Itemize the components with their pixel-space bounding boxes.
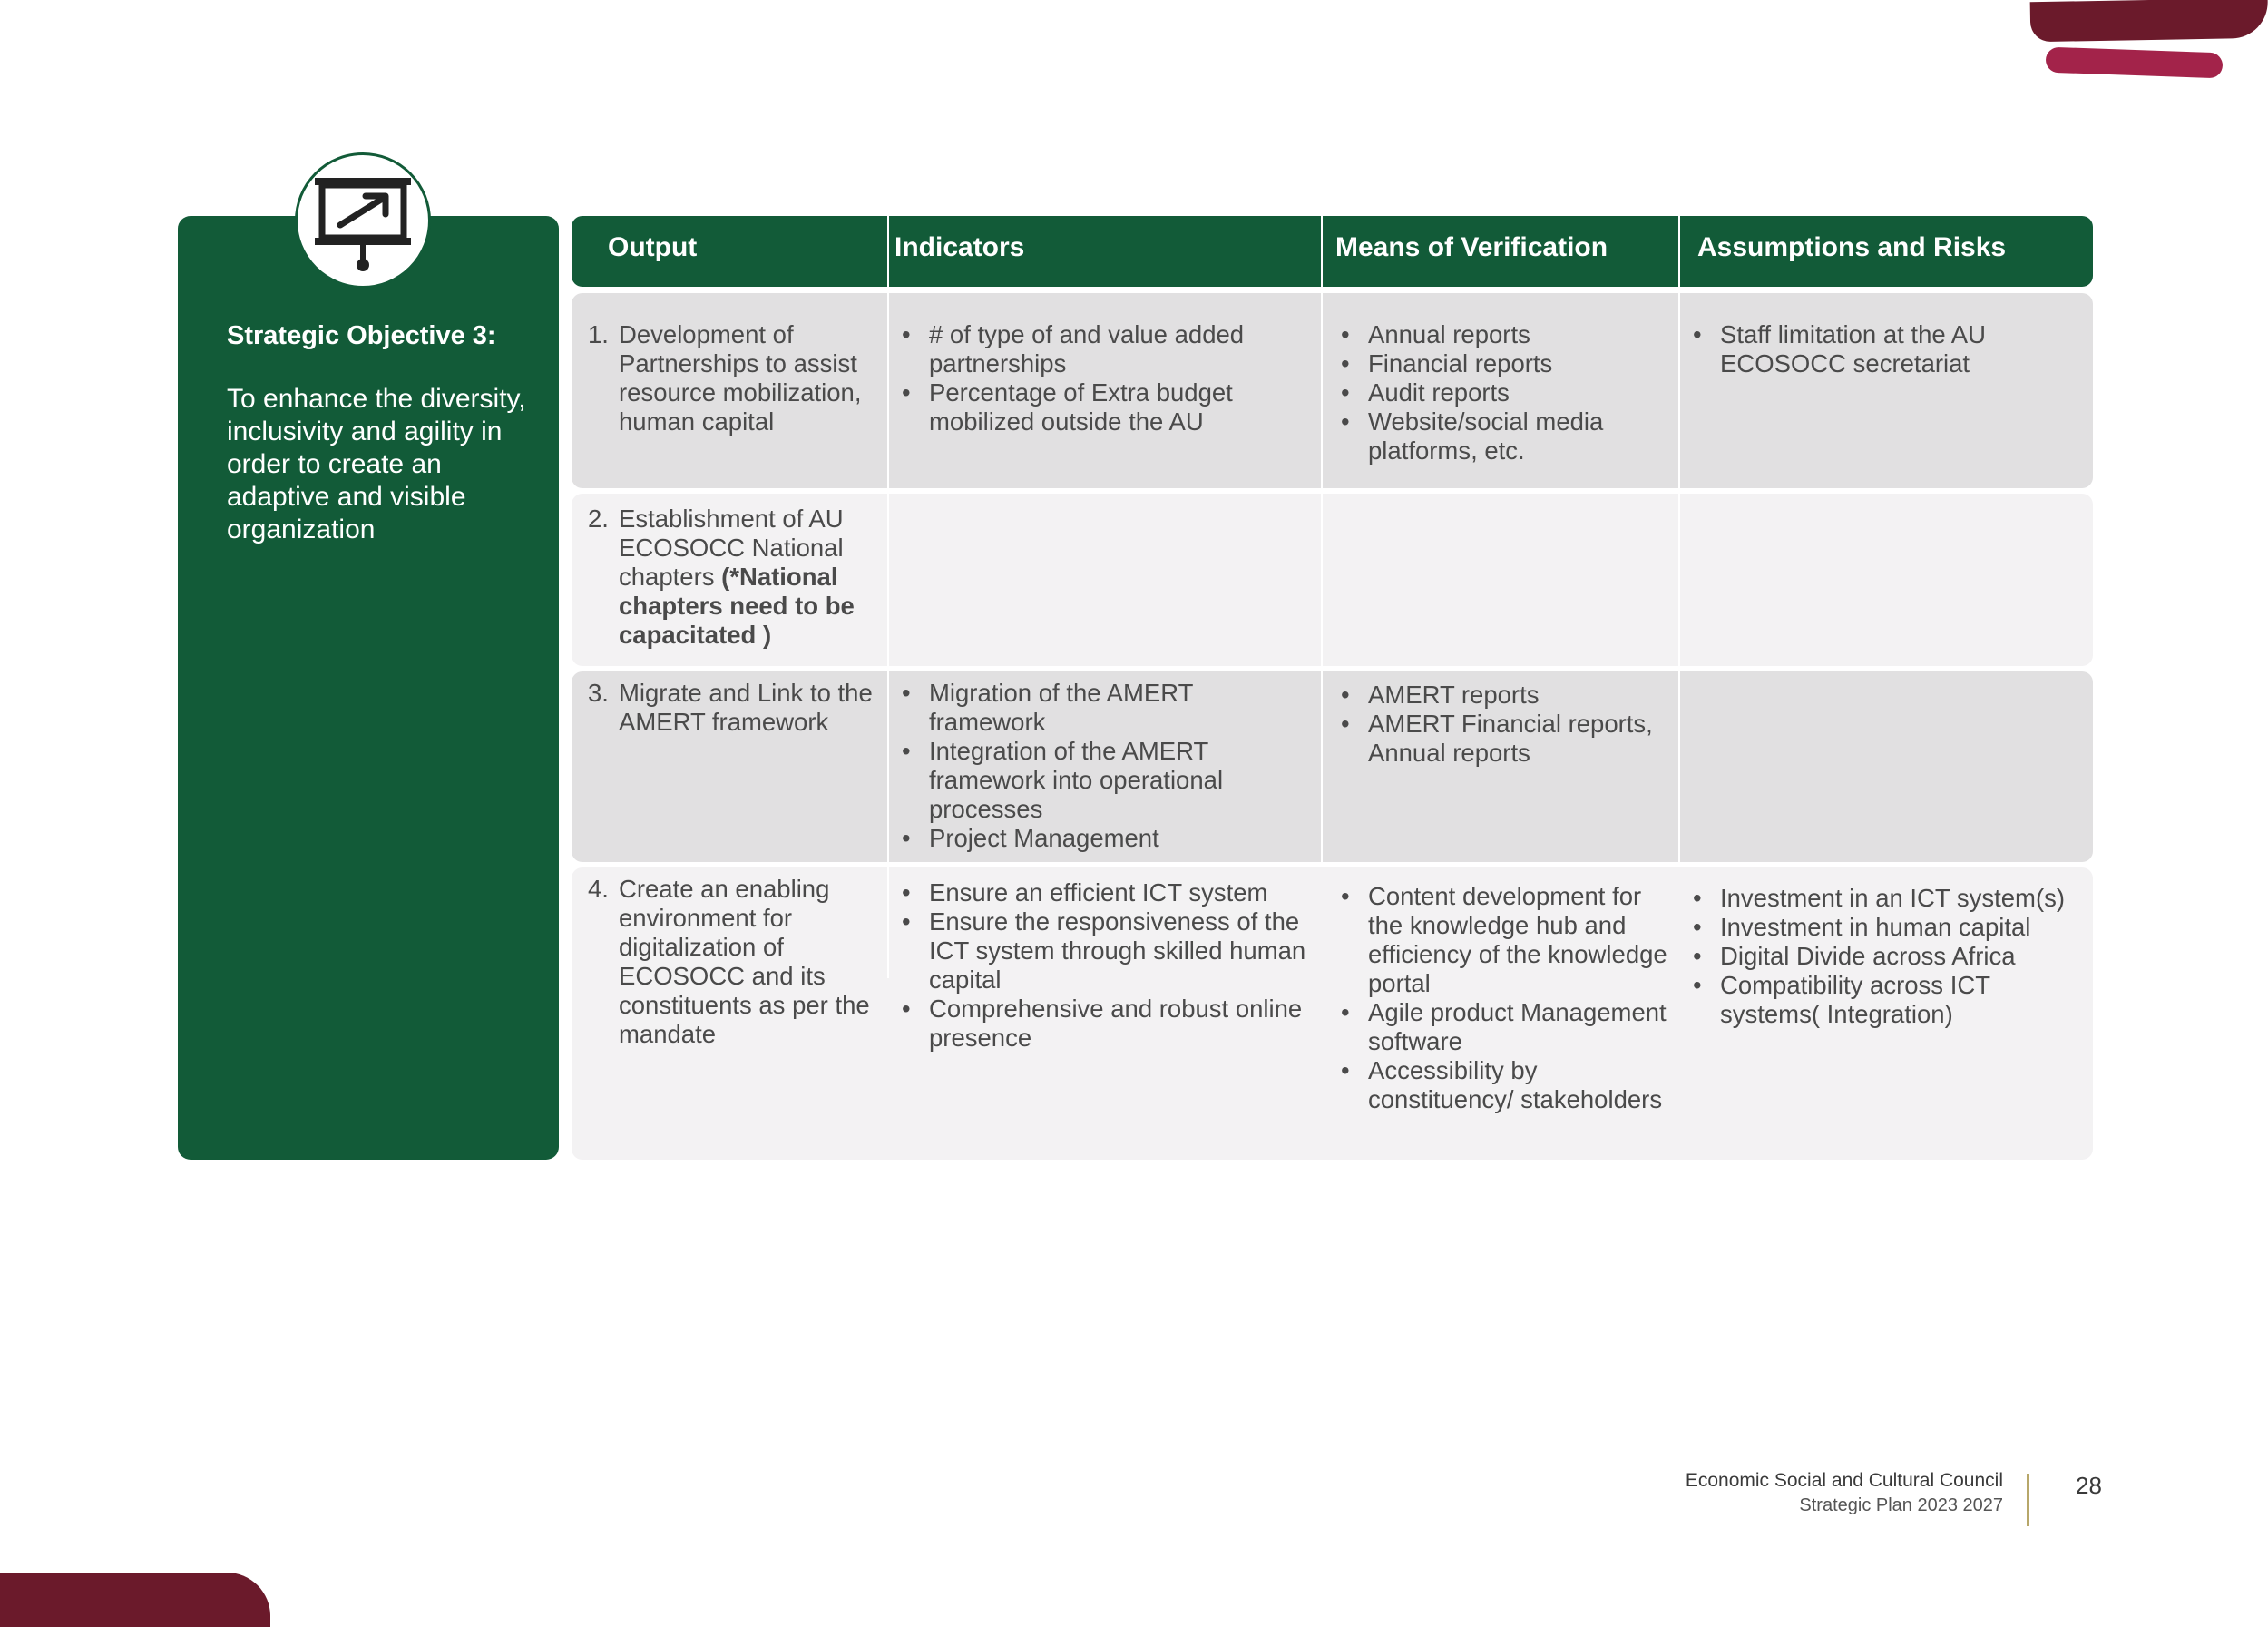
row-number: 3. [588, 679, 609, 707]
list-item: • Website/social media platforms, etc. [1335, 407, 1671, 466]
output-cell [588, 320, 878, 436]
list-item: • Agile product Management software [1335, 998, 1671, 1056]
list-item: • AMERT Financial reports, Annual reports [1335, 710, 1671, 768]
output-text: Establishment of AU ECOSOCC National chapters [619, 505, 844, 591]
objective-panel [178, 216, 559, 1160]
output-cell [588, 679, 883, 737]
header-verification: Means of Verification [1335, 232, 1608, 262]
footer-plan: Strategic Plan 2023 2027 [1799, 1495, 2003, 1515]
list-item: • Investment in an ICT system(s) [1687, 884, 2068, 913]
list-item: • Financial reports [1335, 349, 1671, 378]
risks-cell [1687, 320, 2068, 378]
objective-title: Strategic Objective 3: [227, 321, 496, 350]
list-item: • Digital Divide across Africa [1687, 942, 2068, 971]
indicators-cell [896, 320, 1314, 436]
decorative-stroke-top [2030, 0, 2268, 42]
list-item: • Investment in human capital [1687, 913, 2068, 942]
list-item: • Ensure an efficient ICT system [896, 878, 1314, 907]
row-number: 2. [588, 505, 609, 533]
list-item: • Content development for the knowledge hub and efficiency of the knowledge portal [1335, 882, 1671, 998]
output-note: (*National chapters need to be capacitated ) [619, 563, 855, 649]
list-item: • Ensure the responsiveness of the ICT system through skilled human capital [896, 907, 1314, 995]
table-header [572, 216, 2093, 287]
list-item: • Accessibility by constituency/ stakeholders [1335, 1056, 1671, 1114]
indicators-cell [896, 878, 1314, 1053]
table-row [572, 671, 2093, 862]
list-item: • Comprehensive and robust online presence [896, 995, 1314, 1053]
list-item: • # of type of and value added partnerships [896, 320, 1314, 378]
output-text: Development of Partnerships to assist resource mobilization, human capital [619, 320, 862, 436]
list-item: • Integration of the AMERT framework into operational processes [896, 737, 1314, 824]
list-item: • Percentage of Extra budget mobilized outside the AU [896, 378, 1314, 436]
output-cell [588, 505, 878, 650]
risks-cell [1687, 884, 2068, 1029]
objective-description: To enhance the diversity, inclusivity and agility in order to create an adaptive and visible organization [227, 384, 526, 544]
list-item: • Migration of the AMERT framework [896, 679, 1314, 737]
header-divider [887, 216, 889, 287]
page-number: 28 [2076, 1472, 2102, 1499]
footer-divider [2027, 1474, 2029, 1526]
list-item: • Staff limitation at the AU ECOSOCC secretariat [1687, 320, 2068, 378]
list-item: • Compatibility across ICT systems( Integration) [1687, 971, 2068, 1029]
list-item: • AMERT reports [1335, 681, 1671, 710]
row-number: 4. [588, 875, 609, 903]
header-indicators: Indicators [894, 232, 1025, 262]
objective-icon-badge [295, 152, 431, 289]
decorative-stroke-top-accent [2046, 47, 2224, 79]
output-text: Create an enabling environment for digitalization of ECOSOCC and its constituents as per the mandate [619, 875, 870, 1048]
decorative-stroke-bottom [0, 1573, 270, 1627]
verification-cell [1335, 882, 1671, 1114]
presentation-board-icon [309, 167, 416, 274]
list-item: • Project Management [896, 824, 1314, 853]
output-cell [588, 875, 878, 1049]
row-number: 1. [588, 320, 609, 348]
output-text: Migrate and Link to the AMERT framework [619, 679, 873, 736]
table-row [572, 494, 2093, 666]
header-output: Output [608, 232, 698, 262]
header-divider [1678, 216, 1680, 287]
header-risks: Assumptions and Risks [1697, 232, 2007, 262]
table-row [572, 293, 2093, 488]
verification-cell [1335, 320, 1671, 466]
header-divider [1321, 216, 1323, 287]
verification-cell [1335, 681, 1671, 768]
footer-organization: Economic Social and Cultural Council [1685, 1470, 2003, 1491]
list-item: • Audit reports [1335, 378, 1671, 407]
list-item: • Annual reports [1335, 320, 1671, 349]
indicators-cell [896, 679, 1314, 853]
table-row [572, 867, 2093, 1160]
